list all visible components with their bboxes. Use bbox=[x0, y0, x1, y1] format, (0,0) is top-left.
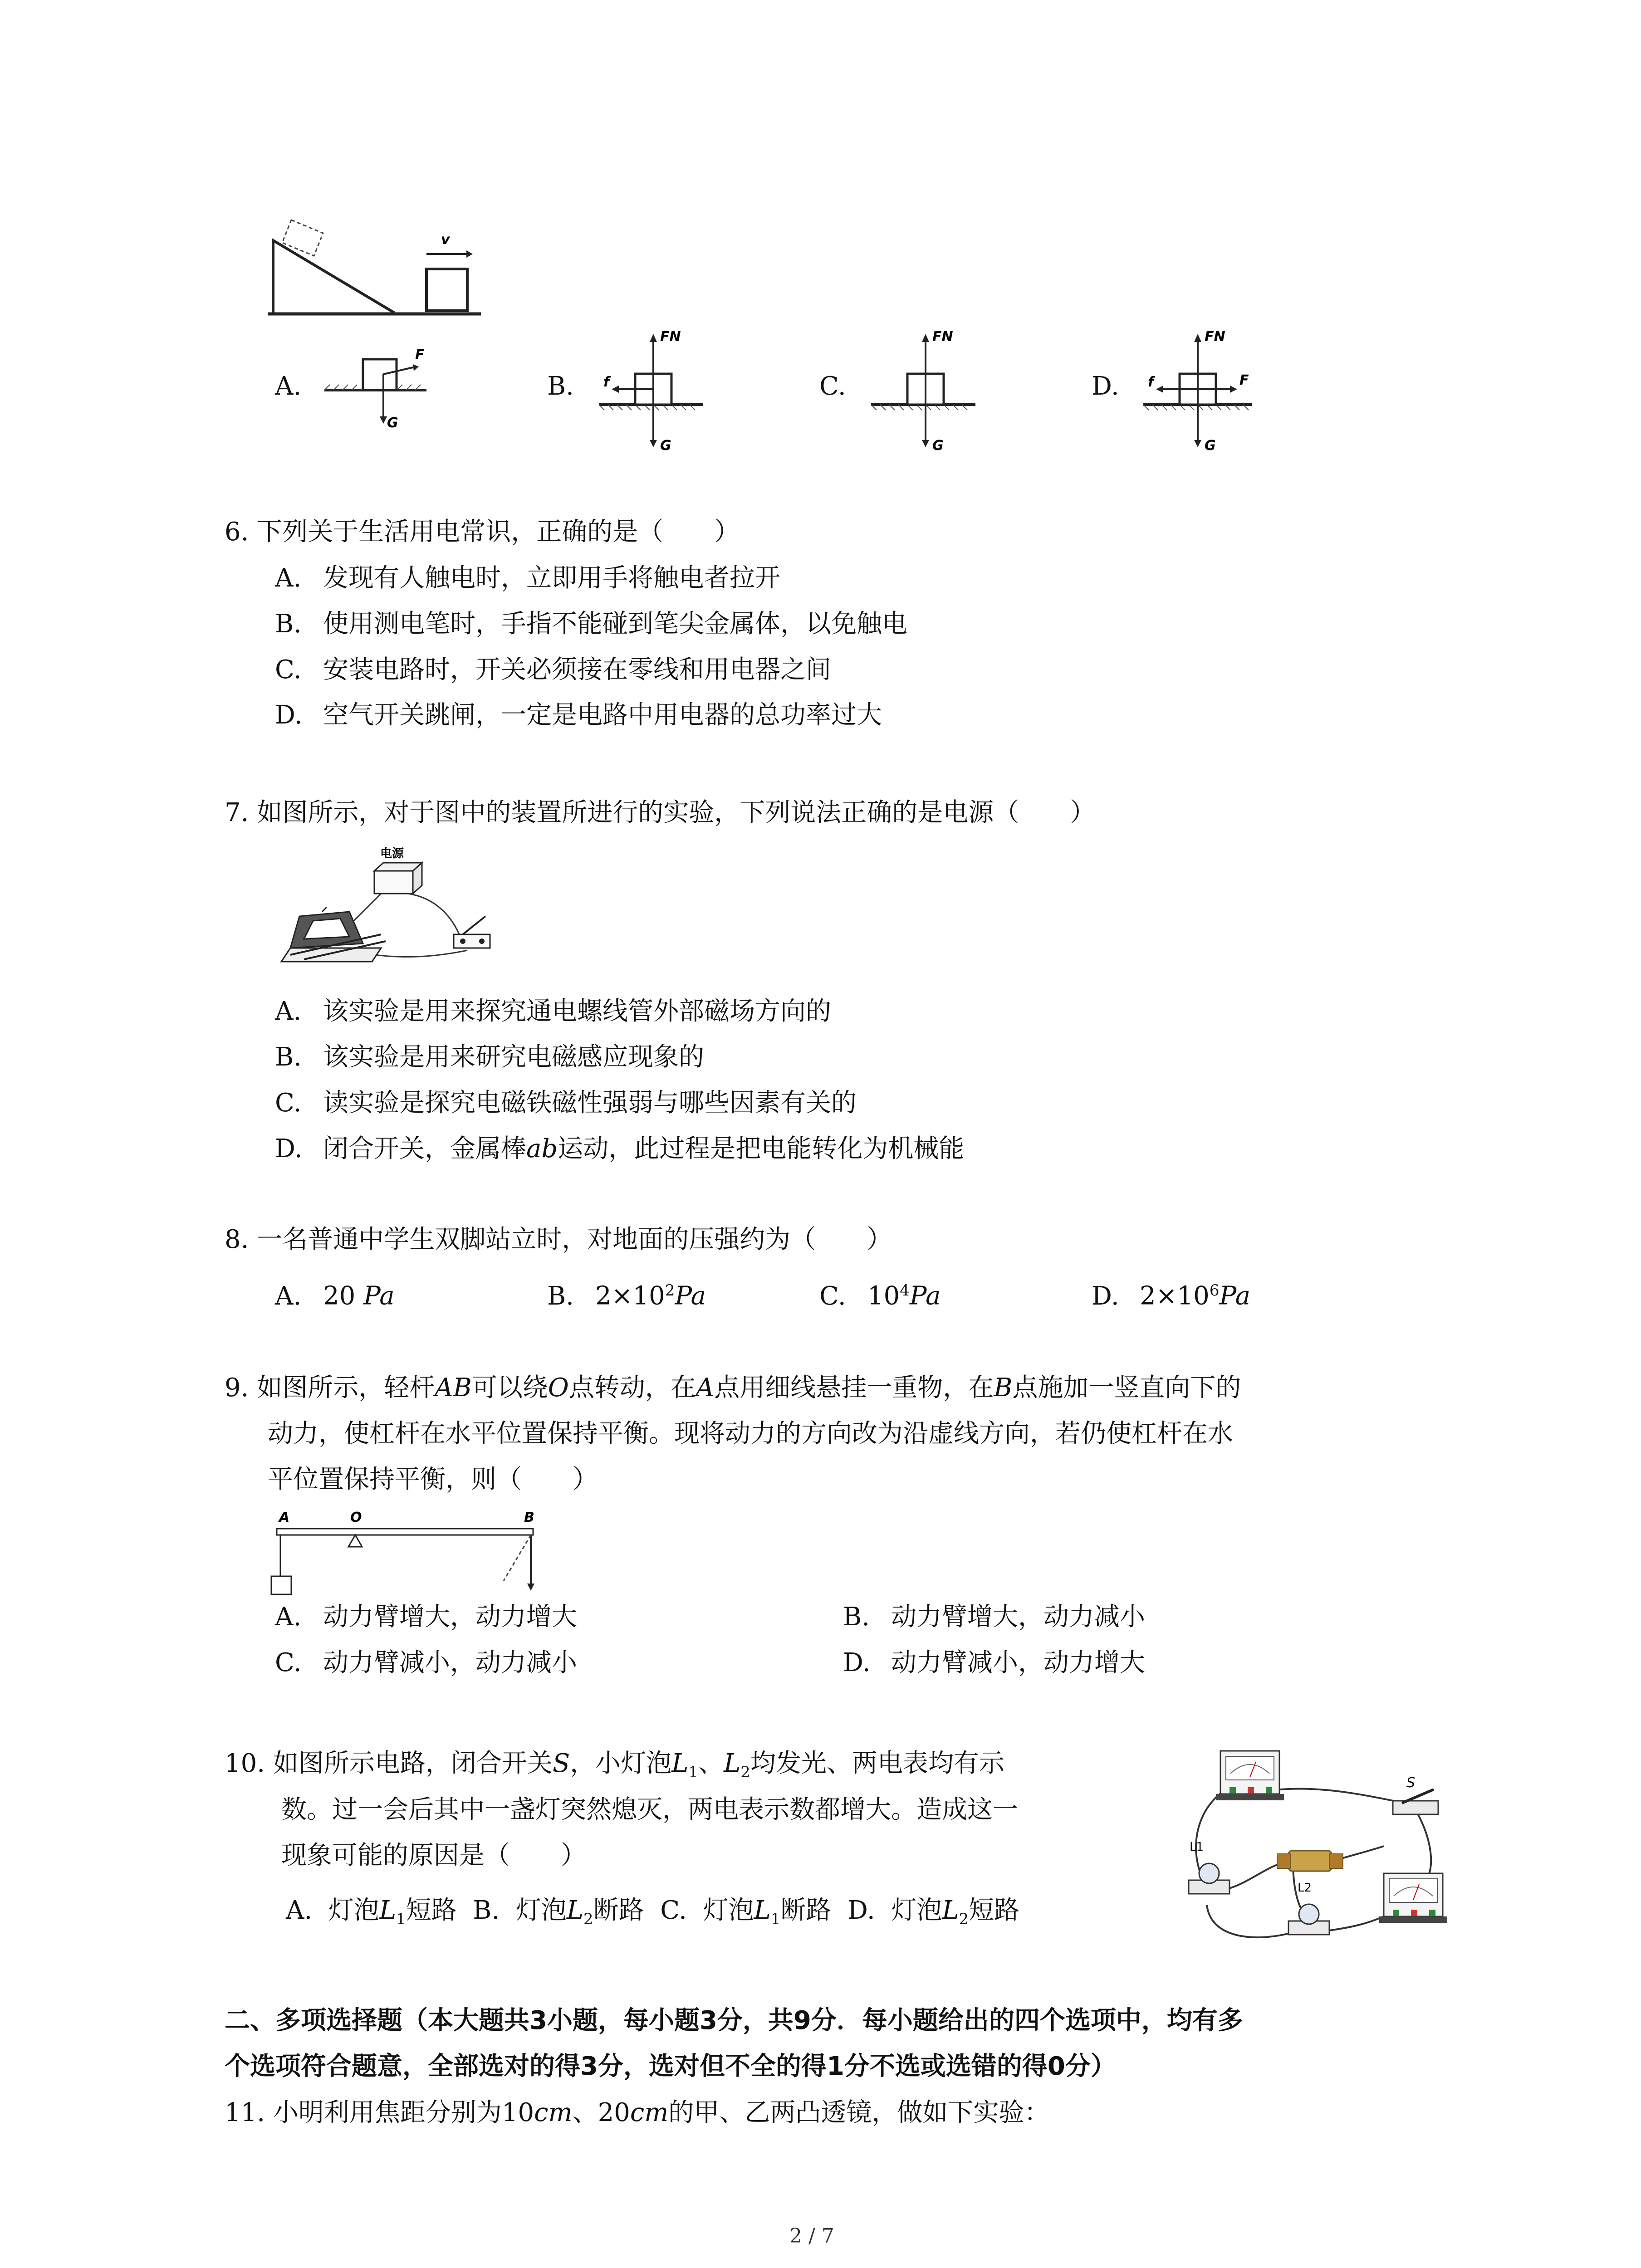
option-base: 10 bbox=[867, 1281, 900, 1311]
q8-option-b bbox=[547, 1272, 706, 1315]
option-subscript: 1 bbox=[396, 1910, 406, 1929]
option-letter: A. bbox=[275, 1602, 302, 1632]
q8-option-a bbox=[275, 1272, 395, 1315]
switch-label: S bbox=[1406, 1775, 1416, 1791]
q9-option-b bbox=[843, 1599, 1145, 1635]
stem-text: 的甲、乙两凸透镜，做如下实验： bbox=[668, 2098, 1050, 2127]
stem-text: 10. 如图所示电路，闭合开关 bbox=[225, 1749, 553, 1778]
q6-option-a bbox=[275, 560, 780, 596]
q9-option-a bbox=[275, 1599, 577, 1635]
q10-option-b bbox=[473, 1896, 644, 1929]
option-text: 安装电路时，开关必须接在零线和用电器之间 bbox=[323, 655, 831, 684]
q10-option-a bbox=[286, 1896, 457, 1929]
stem-text: 9. 如图所示，轻杆 bbox=[225, 1373, 435, 1403]
velocity-label: v bbox=[441, 232, 450, 248]
option-text: 运动，此过程是把电能转化为机械能 bbox=[558, 1134, 965, 1163]
option-letter: B. bbox=[843, 1602, 870, 1632]
stem-variable: O bbox=[548, 1373, 569, 1403]
q10-stem-line3: 现象可能的原因是（ ） bbox=[281, 1841, 586, 1870]
option-text: 空气开关跳闸，一定是电路中用电器的总功率过大 bbox=[323, 700, 882, 730]
stem-variable: B bbox=[994, 1373, 1013, 1403]
q9-stem-line2: 动力，使杠杆在水平位置保持平衡。现将动力的方向改为沿虚线方向，若仍使杠杆在水 bbox=[268, 1419, 1233, 1448]
q5-option-a-letter: A. bbox=[275, 371, 302, 401]
force-label-fn: FN bbox=[1205, 329, 1225, 345]
stem-text: 可以绕 bbox=[471, 1373, 548, 1403]
stem-subscript: 1 bbox=[688, 1763, 699, 1782]
option-letter: D. bbox=[275, 700, 303, 730]
option-base: 20 bbox=[323, 1281, 364, 1311]
q7-option-b bbox=[275, 1039, 704, 1075]
option-text: 动力臂增大，动力增大 bbox=[323, 1602, 577, 1632]
option-text: 读实验是探究电磁铁磁性强弱与哪些因素有关的 bbox=[323, 1088, 857, 1118]
option-text: 该实验是用来探究通电螺线管外部磁场方向的 bbox=[323, 997, 831, 1026]
stem-text: 、 bbox=[698, 1749, 724, 1778]
q5-option-c-figure bbox=[867, 323, 980, 459]
option-text: 短路 bbox=[969, 1896, 1020, 1925]
option-text: 动力臂减小，动力减小 bbox=[323, 1648, 577, 1677]
stem-text: 11. 小明利用焦距分别为 bbox=[225, 2098, 502, 2127]
stem-number: 20 bbox=[598, 2098, 630, 2127]
power-supply-label: 电源 bbox=[380, 847, 404, 860]
option-variable: ab bbox=[526, 1134, 558, 1163]
stem-subscript: 2 bbox=[740, 1763, 750, 1782]
option-letter: A. bbox=[275, 563, 302, 593]
section-2-heading-line2: 个选项符合题意，全部选对的得3分，选对但不全的得1分不选或选错的得0分） bbox=[225, 2052, 1116, 2081]
stem-number: 10 bbox=[501, 2098, 534, 2127]
stem-variable: AB bbox=[435, 1373, 472, 1403]
option-text: 动力臂减小，动力增大 bbox=[891, 1648, 1145, 1677]
option-letter: B. bbox=[547, 1281, 574, 1311]
stem-text: 、 bbox=[572, 2098, 598, 2127]
lamp-l2-label: L2 bbox=[1298, 1881, 1312, 1895]
option-text: 闭合开关，金属棒 bbox=[323, 1134, 526, 1163]
q8-option-d bbox=[1092, 1272, 1250, 1315]
force-label-f-friction: f bbox=[1148, 374, 1154, 390]
option-unit: Pa bbox=[675, 1281, 706, 1311]
option-text: 该实验是用来研究电磁感应现象的 bbox=[323, 1042, 704, 1072]
option-letter: A. bbox=[275, 997, 302, 1026]
q5-scene-figure bbox=[268, 218, 490, 327]
stem-variable: S bbox=[552, 1749, 570, 1778]
q8-stem: 8. 一名普通中学生双脚站立时，对地面的压强约为（ ） bbox=[225, 1225, 892, 1254]
point-o-label: O bbox=[350, 1510, 362, 1525]
stem-text: 点用细线悬挂一重物，在 bbox=[714, 1373, 994, 1403]
stem-text: 点施加一竖直向下的 bbox=[1012, 1373, 1241, 1403]
option-text: 灯泡 bbox=[703, 1896, 754, 1925]
force-label-g: G bbox=[932, 438, 944, 454]
option-text: 断路 bbox=[593, 1896, 644, 1925]
option-subscript: 1 bbox=[770, 1910, 781, 1929]
point-a-label: A bbox=[279, 1510, 290, 1525]
stem-text: 均发光、两电表均有示 bbox=[750, 1749, 1004, 1778]
option-text: 发现有人触电时，立即用手将触电者拉开 bbox=[323, 563, 780, 593]
option-exponent: 6 bbox=[1209, 1281, 1220, 1300]
option-text: 断路 bbox=[780, 1896, 832, 1925]
option-variable: L bbox=[942, 1896, 959, 1925]
option-variable: L bbox=[566, 1896, 584, 1925]
q5-option-c-letter: C. bbox=[819, 371, 846, 401]
option-letter: D. bbox=[847, 1896, 875, 1925]
option-text: 使用测电笔时，手指不能碰到笔尖金属体，以免触电 bbox=[323, 609, 907, 639]
q7-stem: 7. 如图所示，对于图中的装置所进行的实验，下列说法正确的是电源（ ） bbox=[225, 798, 1096, 827]
stem-variable: L bbox=[724, 1749, 741, 1778]
option-letter: C. bbox=[275, 1648, 302, 1677]
option-unit: Pa bbox=[1219, 1281, 1251, 1311]
option-base: 2×10 bbox=[595, 1281, 665, 1311]
option-letter: A. bbox=[286, 1896, 313, 1925]
stem-variable: L bbox=[671, 1749, 689, 1778]
q6-option-b bbox=[275, 606, 907, 642]
q7-figure bbox=[272, 844, 526, 971]
option-letter: B. bbox=[275, 609, 302, 639]
option-base: 2×10 bbox=[1140, 1281, 1210, 1311]
q5-option-a-figure bbox=[324, 331, 429, 440]
option-letter: C. bbox=[660, 1896, 687, 1925]
q5-option-d-figure bbox=[1139, 323, 1257, 459]
q9-stem-line1 bbox=[225, 1370, 1241, 1406]
q10-option-d bbox=[847, 1896, 1020, 1929]
force-label-g: G bbox=[387, 415, 398, 431]
option-unit: Pa bbox=[363, 1281, 395, 1311]
force-label-g: G bbox=[1205, 438, 1216, 454]
q10-circuit-figure bbox=[1180, 1742, 1461, 1950]
point-b-label: B bbox=[524, 1510, 534, 1525]
option-letter: D. bbox=[843, 1648, 871, 1677]
q5-option-b-letter: B. bbox=[547, 371, 574, 401]
force-label-f: F bbox=[1239, 372, 1249, 388]
q7-option-c bbox=[275, 1085, 857, 1121]
q10-stem-line1 bbox=[225, 1745, 1004, 1790]
stem-text: ，小灯泡 bbox=[570, 1749, 672, 1778]
stem-unit: cm bbox=[630, 2098, 669, 2127]
q10-stem-line2: 数。过一会后其中一盏灯突然熄灭，两电表示数都增大。造成这一 bbox=[281, 1795, 1018, 1824]
force-label-g: G bbox=[660, 438, 671, 454]
q10-option-c bbox=[660, 1896, 832, 1929]
q6-stem: 6. 下列关于生活用电常识，正确的是（ ） bbox=[225, 517, 740, 547]
option-exponent: 4 bbox=[900, 1281, 910, 1300]
q8-option-c bbox=[819, 1272, 941, 1315]
option-subscript: 2 bbox=[959, 1910, 969, 1929]
q6-option-c bbox=[275, 652, 831, 688]
option-text: 灯泡 bbox=[328, 1896, 379, 1925]
option-text: 灯泡 bbox=[891, 1896, 942, 1925]
q7-option-a bbox=[275, 993, 831, 1030]
stem-unit: cm bbox=[534, 2098, 573, 2127]
option-letter: C. bbox=[275, 655, 302, 684]
q7-option-d bbox=[275, 1131, 964, 1167]
section-2-heading-line1: 二、多项选择题（本大题共3小题，每小题3分，共9分．每小题给出的四个选项中，均有多 bbox=[225, 2006, 1243, 2035]
option-text: 动力臂增大，动力减小 bbox=[891, 1602, 1145, 1632]
option-letter: C. bbox=[819, 1281, 846, 1311]
option-unit: Pa bbox=[909, 1281, 941, 1311]
option-letter: B. bbox=[473, 1896, 500, 1925]
q5-option-d-letter: D. bbox=[1092, 371, 1119, 401]
q5-option-b-figure bbox=[594, 323, 708, 459]
stem-text: 点转动，在 bbox=[568, 1373, 696, 1403]
force-label-f: F bbox=[415, 347, 425, 363]
page-number: 2 / 7 bbox=[789, 2224, 834, 2248]
q9-lever-figure bbox=[268, 1508, 549, 1599]
option-exponent: 2 bbox=[665, 1281, 675, 1300]
option-letter: D. bbox=[1092, 1281, 1119, 1311]
option-variable: L bbox=[754, 1896, 771, 1925]
option-variable: L bbox=[379, 1896, 397, 1925]
option-letter: D. bbox=[275, 1134, 303, 1163]
lamp-l1-label: L1 bbox=[1190, 1840, 1204, 1854]
force-label-f: f bbox=[603, 374, 610, 390]
option-letter: C. bbox=[275, 1088, 302, 1118]
q9-option-d bbox=[843, 1645, 1145, 1681]
q9-stem-line3: 平位置保持平衡，则（ ） bbox=[268, 1465, 598, 1494]
force-label-fn: FN bbox=[660, 329, 681, 345]
option-text: 短路 bbox=[406, 1896, 457, 1925]
stem-variable: A bbox=[696, 1373, 715, 1403]
force-label-fn: FN bbox=[932, 329, 953, 345]
q11-stem bbox=[225, 2095, 1049, 2131]
q9-option-c bbox=[275, 1645, 577, 1681]
option-text: 灯泡 bbox=[515, 1896, 567, 1925]
q10-options bbox=[286, 1892, 1019, 1937]
option-subscript: 2 bbox=[583, 1910, 593, 1929]
option-letter: B. bbox=[275, 1042, 302, 1072]
q6-option-d bbox=[275, 697, 882, 733]
option-letter: A. bbox=[275, 1281, 302, 1311]
